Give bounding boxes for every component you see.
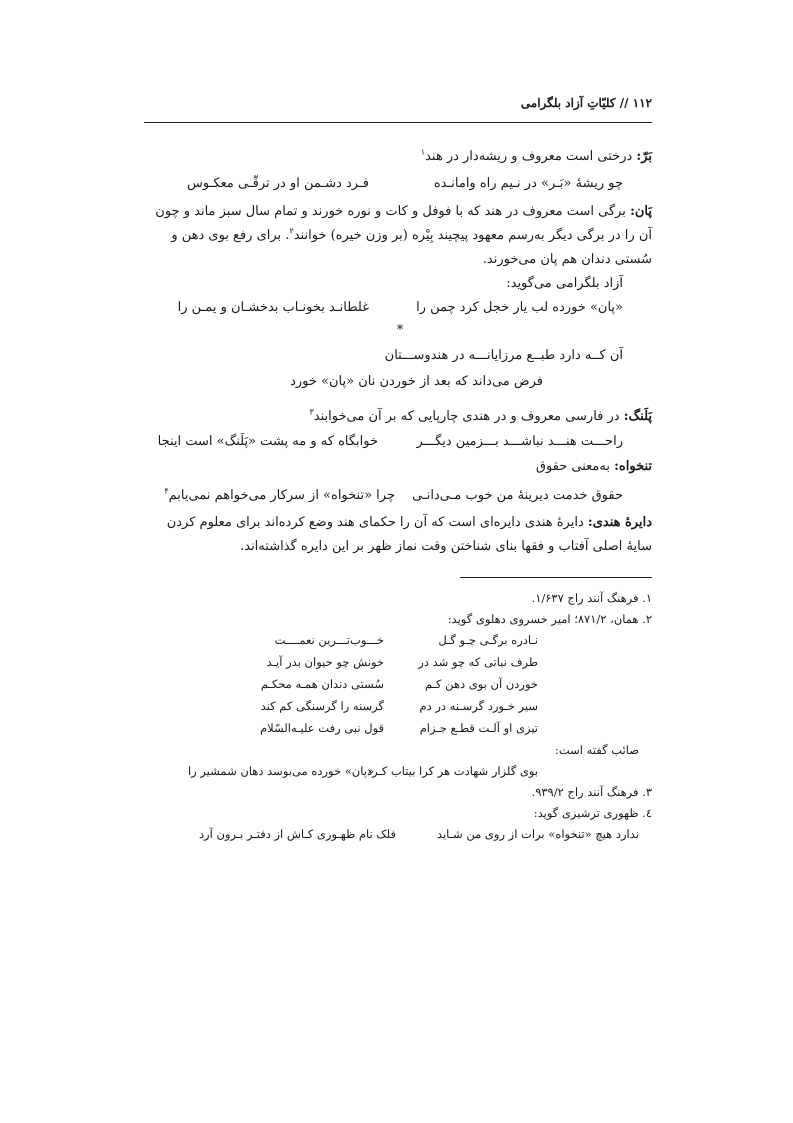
term-tankhah: تنخواه:	[614, 459, 652, 474]
fn2-verse-1a: نـادره برگـی چـو گـل	[438, 633, 538, 647]
footnote-ref-1: ۱	[420, 147, 426, 157]
definition-bar: درختی است معروف و ریشه‌دار در هند	[425, 149, 637, 164]
definition-pan-line-1: برگی است معروف در هند که با فوفل و کات و نوره خورند و تمام سال سبز ماند و چون	[155, 204, 631, 219]
verse-palang-hemistich-2: خوابگاه که و مه پشت «پَلَنگ» است اینجا	[157, 434, 378, 449]
fn2-verse-4b: گرسنه را گرسنگی کم کند	[260, 699, 384, 713]
footnote-4: ٤. ظهوری ترشیزی گوید:	[533, 806, 652, 820]
verse-palang-hemistich-1: راحـــت هنـــد نباشـــد بـــزمین دیگـــر	[416, 434, 623, 449]
term-dayere: دایرهٔ هندی:	[587, 515, 652, 530]
footnote-2: ۲. همان، ۸۷۱/۲؛ امیر خسروی دهلوی گوید:	[447, 612, 652, 626]
entry-dayere	[144, 514, 652, 532]
page-number: ۱۱۲	[632, 96, 652, 110]
fn2-verse-2a: طرف نباتی که چو شد در	[418, 655, 538, 669]
verse-pan-1-hemistich-2: غلطانـد بخونـاب بدخشـان و یمـن را	[177, 300, 369, 315]
verse-pan-2-hemistich-1: آن کــه دارد طبــع مرزایانـــه در هندوســـتان	[384, 348, 623, 363]
definition-tankhah: به‌معنی حقوق	[535, 459, 615, 474]
fn2-verse-3b: سُستی دندان همـه محکـم	[260, 677, 384, 691]
fn2-verse-5b: قول نبی رفت علیـه‌السّلام	[260, 721, 384, 735]
saeb-says: صائب گفته است:	[555, 743, 639, 757]
entry-palang	[144, 408, 652, 426]
footnote-ref-4: ۴	[164, 486, 169, 496]
book-title: کلیّاتِ آزاد بلگرامی	[520, 96, 616, 110]
footnote-ref-2: ۲	[289, 226, 294, 236]
footnote-1: ۱. فرهنگ آنند راج ۱/۶۳۷.	[531, 591, 652, 605]
entry-pan	[144, 203, 652, 221]
definition-dayere-line-2: سایهٔ اصلی آفتاب و فقها بنای شناختن وقت نماز ظهر بر این دایره گذاشته‌اند.	[240, 539, 652, 554]
fn2-verse-3a: خوردن آن بوی دهن کـم	[424, 677, 538, 691]
term-bar: بَرّ:	[636, 149, 652, 164]
definition-dayere-line-1: دایرهٔ هندی دایره‌ای است که آن را حکمای هند وضع کرده‌اند برای معلوم کردن	[166, 515, 588, 530]
term-palang: پَلَنگ:	[623, 409, 652, 424]
fn2-verse-4a: سیر خـورد گرسـنه در دم	[419, 699, 538, 713]
footnote-ref-3: ۳	[309, 407, 314, 417]
fn4-verse-hemistich-1: ندارد هیچ «تنخواه» برات از روی من شـاید	[436, 827, 639, 841]
verse-tankhah-hemistich-1: حقوق خدمت دیرینهٔ من خوب مـی‌دانـی	[412, 488, 623, 503]
fn2-verse-1b: خـــوب‌تـــرین نعمــــت	[274, 633, 384, 647]
footnote-rule	[460, 577, 652, 578]
running-header	[144, 96, 652, 110]
fn2-verse-5a: تیزی او آلـت قطـع جـزام	[419, 721, 538, 735]
saeb-verse-hemistich-2: «پان» خورده می‌بوسد دهان شمشیر را	[187, 764, 374, 778]
entry-tankhah	[144, 458, 652, 476]
verse-tankhah-hemistich-2: چرا «تنخواه» از سرکار می‌خواهم نمی‌یابم$^۴$	[164, 486, 395, 503]
term-pan: پَان:	[630, 204, 652, 219]
definition-palang: در فارسی معروف و در هندی چارپایی که بر آن می‌خوابند	[313, 409, 624, 424]
definition-pan-line-2: آن را در برگی دیگر به‌رسم معهود پیچیند بِیْره (بر وزن خیره) خوانند$^۲$. برای رفع بوی دهن و	[171, 226, 652, 243]
footnote-3: ۳. فرهنگ آنند راج ۹۳۹/۲.	[531, 785, 652, 799]
verse-pan-2-hemistich-2: فرض می‌داند که بعد از خوردن نان «پان» خورد	[290, 374, 543, 389]
header-rule	[144, 122, 652, 123]
verse-bar-hemistich-1: چو ریشهٔ «بَـر» در نـیم راه وامانـده	[433, 176, 623, 191]
header-separator: //	[619, 96, 629, 110]
verse-pan-1-hemistich-1: «پان» خورده لب یار خجل کرد چمن را	[416, 300, 623, 315]
definition-pan-line-3: سُستی دندان هم پان می‌خورند.	[482, 252, 652, 267]
verse-bar-hemistich-2: فـرد دشـمن او در ترقّـی معکـوس	[187, 176, 369, 191]
verse-separator-star: *	[396, 323, 404, 338]
fn4-verse-hemistich-2: فلک نام ظهـوری کـاش از دفتـر بـرون آرد	[198, 827, 396, 841]
saeb-verse-hemistich-1: بوی گلزار شهادت هر کرا بیتاب کـرد	[366, 764, 538, 778]
fn2-verse-2b: خونش چو حیوان بدر آیـد	[266, 655, 384, 669]
azad-says: آزاد بلگرامی می‌گوید:	[506, 276, 623, 291]
entry-bar	[144, 148, 652, 166]
